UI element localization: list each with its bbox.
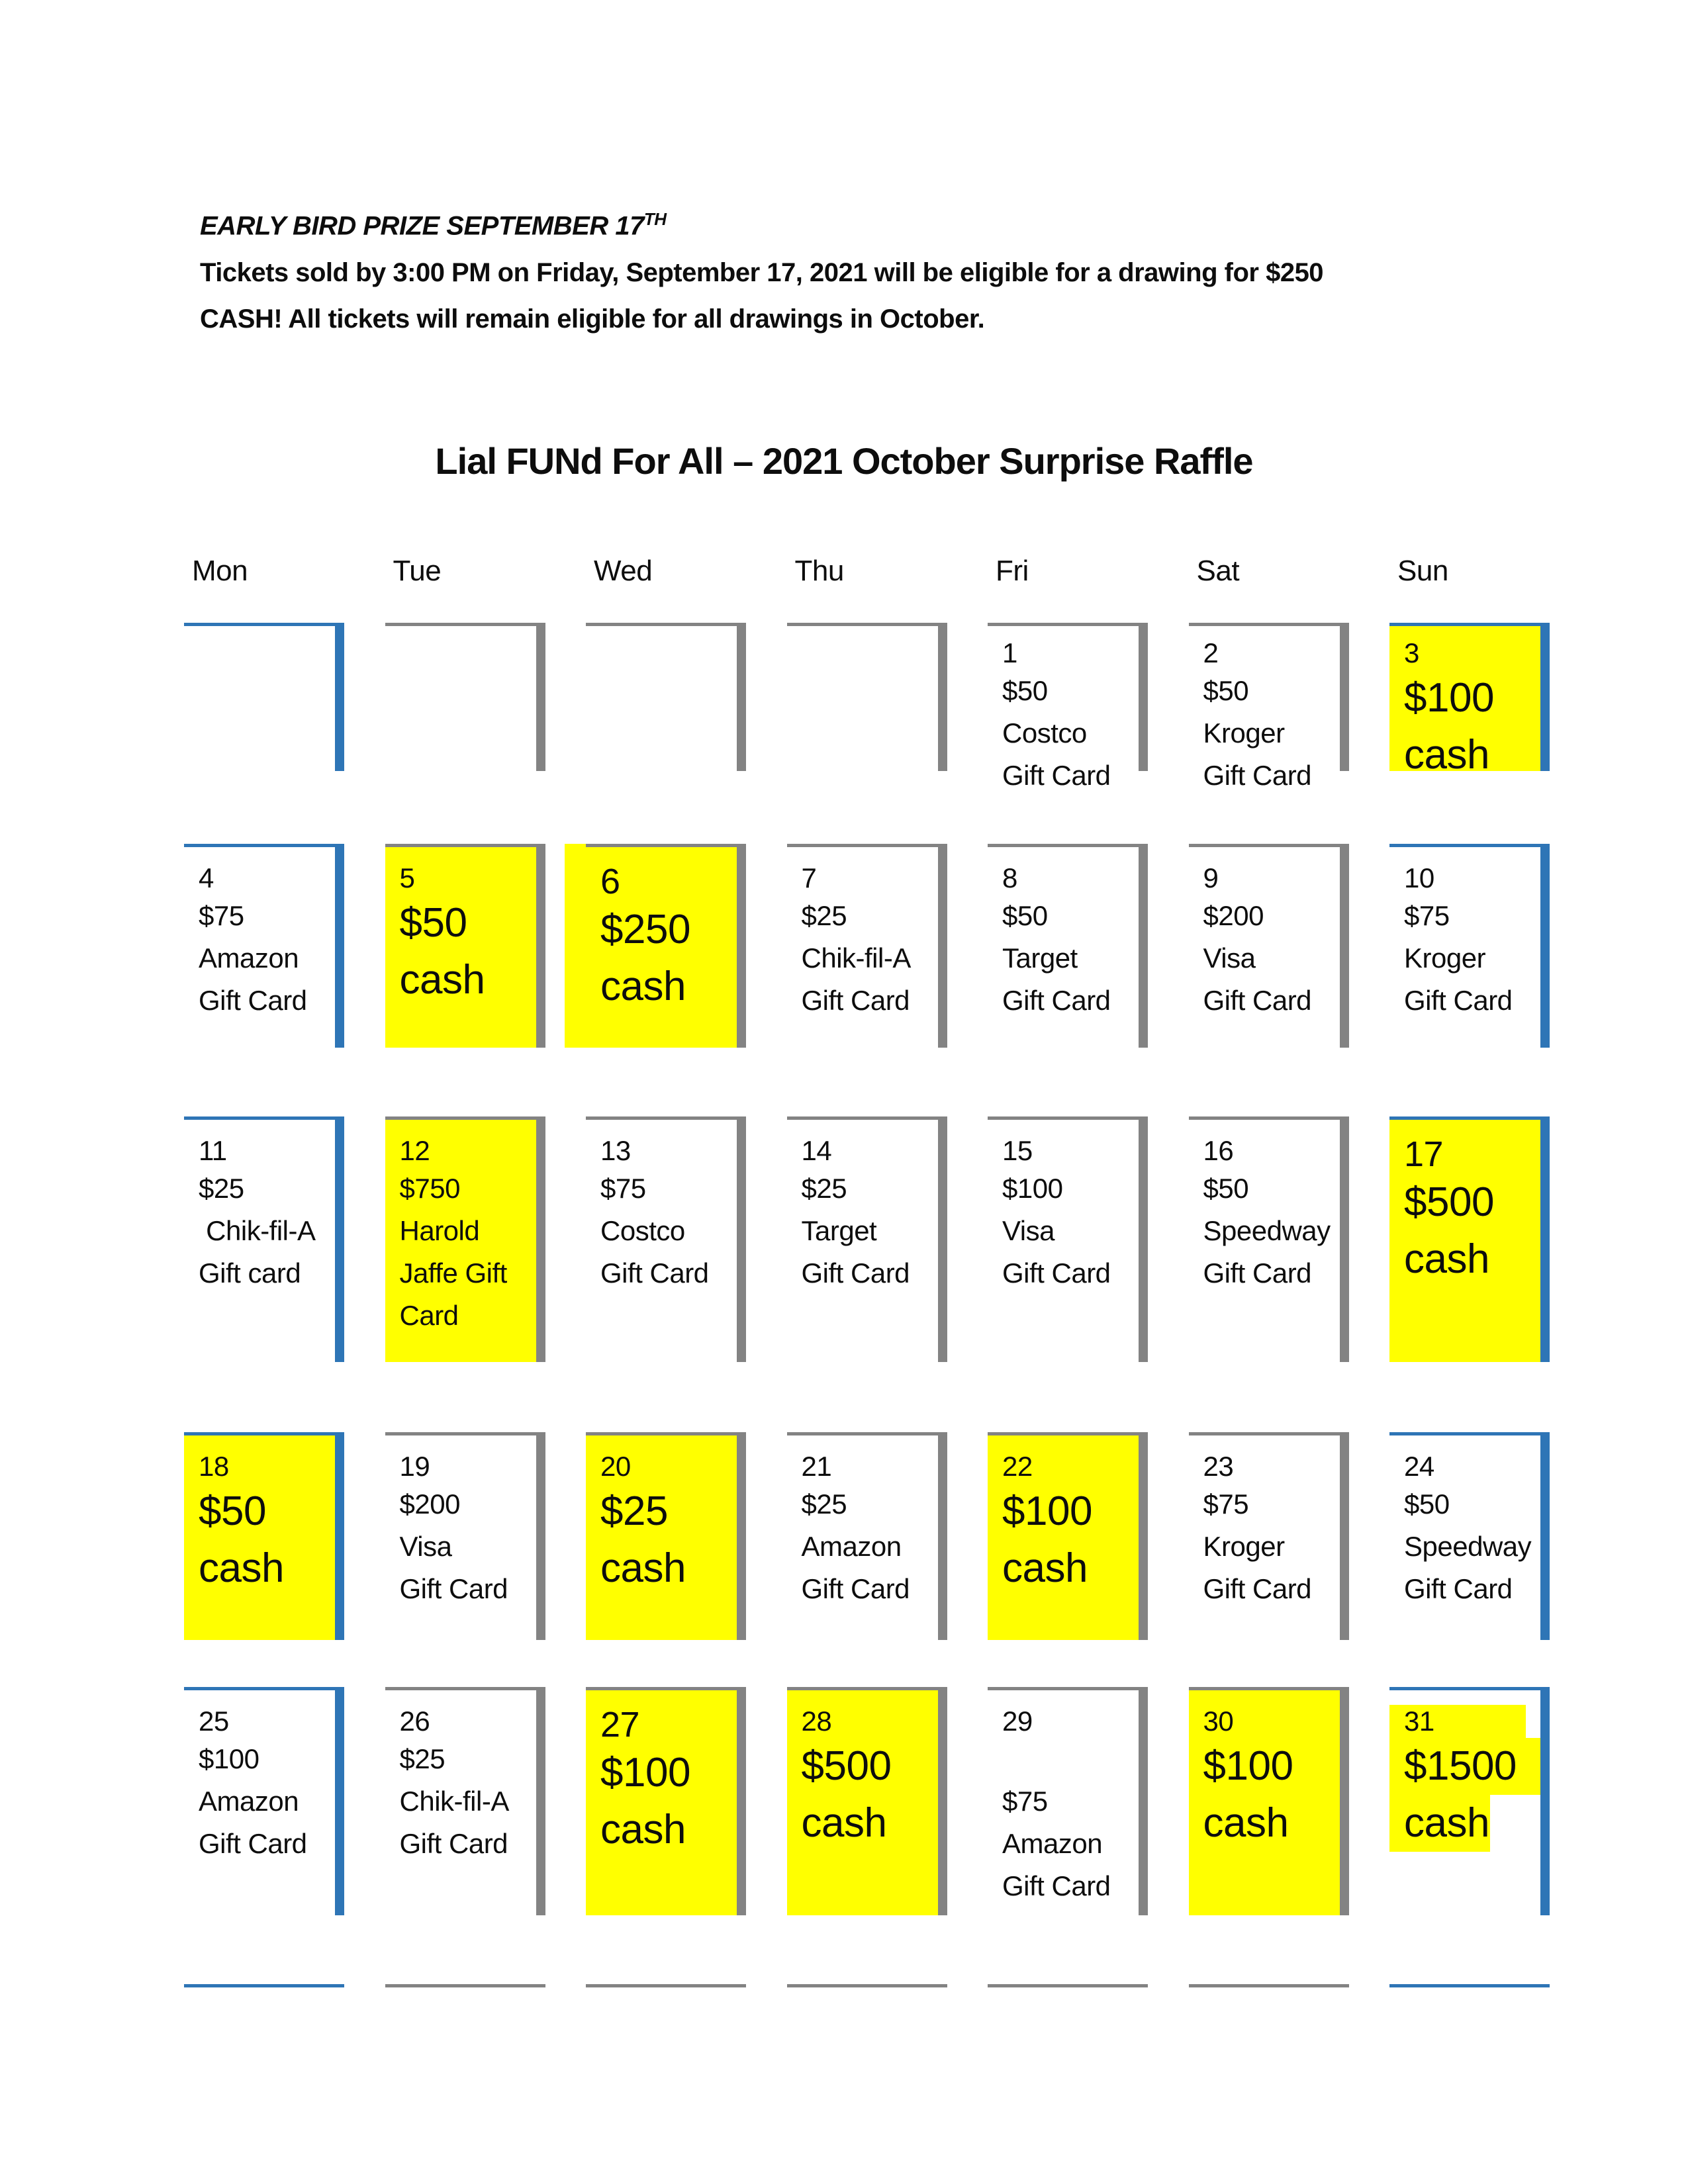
prize-line: Gift Card [1002,985,1111,1016]
calendar-cell-day-11 [184,1116,344,1362]
prize-line: Gift Card [1002,1257,1111,1289]
calendar-bottom-rule [988,1984,1148,1987]
day-header-thu: Thu [794,555,844,587]
calendar-cell-day-8 [988,844,1148,1048]
calendar-bottom-rule [586,1984,746,1987]
day-header-row [184,555,1550,588]
calendar-cell-day-3 [1389,623,1550,778]
prize-line: $100 [199,1743,259,1774]
day-number: 7 [801,862,817,893]
prize-line: cash [1404,1236,1489,1282]
prize-line: Speedway [1203,1215,1331,1246]
prize-line: Gift Card [801,1573,910,1604]
prize-line: Target [801,1215,877,1246]
week-row-5 [184,1687,1550,1915]
day-number [1389,1705,1550,1738]
cell-right-accent-bar [1139,1435,1148,1640]
day-number: 10 [1404,862,1434,893]
day-number: 16 [1203,1135,1234,1166]
prize-line: Target [1002,942,1078,974]
prize-line: Gift Card [1203,760,1312,791]
prize-line: Costco [600,1215,685,1246]
calendar-cell-day-26 [385,1687,545,1915]
early-bird-body-line2: CASH! All tickets will remain eligible for all drawings in October. [200,304,985,334]
prize-line: Visa [399,1531,452,1562]
prize-line: Amazon [199,1786,299,1817]
day-number: 30 [1203,1706,1234,1737]
prize-line: Kroger [1203,1531,1285,1562]
day-header-wed: Wed [594,555,653,587]
prize-line: $100 [1203,1743,1293,1789]
week-row-4 [184,1432,1550,1640]
prize-line: Costco [1002,717,1087,749]
prize-line: $50 [1203,1173,1249,1204]
day-number: 25 [199,1706,229,1737]
calendar-cell-empty [385,623,545,771]
calendar-cell-day-17 [1389,1116,1550,1362]
day-number: 29 [1002,1706,1033,1737]
calendar-cell-day-21 [787,1432,947,1640]
calendar-cell-day-6 [586,844,746,1048]
day-number: 9 [1203,862,1219,893]
prize-line: Speedway [1404,1531,1532,1562]
cell-right-accent-bar [536,1690,545,1915]
calendar-cell-day-23 [1189,1432,1349,1640]
calendar-cell-day-19 [385,1432,545,1640]
prize-line: $750 [399,1173,460,1204]
prize-line: Gift Card [801,1257,910,1289]
prize-line: Gift Card [1404,985,1513,1016]
prize-line: cash [199,1545,284,1591]
week-row-3 [184,1116,1550,1362]
prize-line: $50 [1203,675,1249,706]
cell-right-accent-bar [1340,847,1349,1048]
prize-line: Kroger [1404,942,1486,974]
prize-line: Amazon [199,942,299,974]
prize-line: Gift Card [199,1828,307,1859]
cell-right-accent-bar [536,1435,545,1640]
cell-right-accent-bar [335,1435,344,1640]
calendar-cell-day-24 [1389,1432,1550,1640]
cell-right-accent-bar [1139,1120,1148,1362]
cell-right-accent-bar [1340,1120,1349,1362]
prize-line: cash [1002,1545,1088,1591]
cell-right-accent-bar [1540,1435,1550,1640]
calendar-cell-day-10 [1389,844,1550,1048]
calendar-bottom-rule [1189,1984,1349,1987]
prize-line: Gift Card [399,1573,508,1604]
cell-right-accent-bar [938,1690,947,1915]
day-header-fri: Fri [996,555,1029,587]
calendar-cell-day-9 [1189,844,1349,1048]
day-number: 3 [1404,637,1419,668]
cell-right-accent-bar [1139,1690,1148,1915]
early-bird-heading [200,209,666,241]
prize-line: Chik-fil-A [399,1786,509,1817]
cell-right-accent-bar [1540,847,1550,1048]
calendar-cell-day-1 [988,623,1148,791]
day-number: 18 [199,1451,229,1482]
prize-line: $250 [600,907,690,952]
early-bird-heading-text: EARLY BIRD PRIZE SEPTEMBER 17 [200,211,644,241]
day-number: 6 [600,862,620,901]
prize-line: Gift Card [399,1828,508,1859]
cell-right-accent-bar [1139,626,1148,771]
calendar-cell-empty [184,623,344,771]
day-header-sat: Sat [1196,555,1240,587]
calendar-title: Lial FUNd For All – 2021 October Surprise Raffle [435,440,1253,482]
prize-line: Visa [1203,942,1256,974]
prize-line: $75 [1203,1488,1249,1520]
prize-line: $100 [1404,675,1494,721]
calendar-cell-day-30 [1189,1687,1349,1915]
prize-line: $200 [1203,900,1264,931]
day-number: 28 [801,1706,832,1737]
calendar-cell-day-25 [184,1687,344,1915]
day-header-mon: Mon [192,555,248,587]
prize-line: $500 [801,1743,892,1789]
highlighted-prize-text: $1500 [1389,1738,1543,1795]
cell-right-accent-bar [1139,847,1148,1048]
cell-right-accent-bar [1540,1690,1550,1915]
prize-line [1389,1738,1550,1795]
day-number: 22 [1002,1451,1033,1482]
prize-line: cash [801,1800,887,1846]
cell-right-accent-bar [536,626,545,771]
prize-line: $50 [1002,900,1048,931]
prize-line: cash [1404,732,1489,778]
cell-right-accent-bar [335,1120,344,1362]
prize-line [1002,1738,1148,1780]
day-number: 14 [801,1135,832,1166]
prize-line: Gift Card [1203,1573,1312,1604]
early-bird-heading-superscript: TH [643,209,667,229]
cell-right-accent-bar [938,1120,947,1362]
day-number: 19 [399,1451,430,1482]
prize-line: $50 [199,1488,266,1534]
calendar-bottom-rule [1389,1984,1550,1987]
prize-line: Gift card [199,1257,301,1289]
prize-line [1389,1795,1550,1852]
calendar-cell-day-27 [586,1687,746,1915]
prize-line: Gift Card [1002,1870,1111,1901]
calendar-cell-day-31 [1389,1687,1550,1915]
calendar-cell-day-18 [184,1432,344,1640]
prize-line: cash [600,1807,686,1852]
calendar-cell-empty [586,623,746,771]
prize-line: $50 [1002,675,1048,706]
prize-line: Gift Card [801,985,910,1016]
prize-line: cash [1203,1800,1289,1846]
calendar-cell-day-4 [184,844,344,1048]
prize-line: $25 [801,1173,847,1204]
prize-line: $75 [600,1173,646,1204]
prize-line: $25 [199,1173,244,1204]
prize-line: Gift Card [199,985,307,1016]
calendar-cell-day-5 [385,844,545,1048]
day-number: 5 [399,862,415,893]
prize-line: cash [600,1545,686,1591]
day-number: 2 [1203,637,1219,668]
day-number: 20 [600,1451,631,1482]
prize-line: $500 [1404,1179,1494,1225]
calendar-cell-day-20 [586,1432,746,1640]
prize-line: $100 [1002,1173,1063,1204]
prize-line: $25 [600,1488,668,1534]
prize-line: $25 [801,900,847,931]
day-header-tue: Tue [393,555,442,587]
day-number: 1 [1002,637,1017,668]
cell-right-accent-bar [737,1690,746,1915]
cell-right-accent-bar [737,1120,746,1362]
cell-right-accent-bar [335,1690,344,1915]
cell-right-accent-bar [1540,626,1550,771]
calendar-cell-day-15 [988,1116,1148,1362]
cell-right-accent-bar [1340,1435,1349,1640]
prize-line: Chik-fil-A [199,1215,316,1246]
calendar-bottom-rule [787,1984,947,1987]
calendar-cell-day-28 [787,1687,947,1915]
cell-right-accent-bar [1540,1120,1550,1362]
cell-right-accent-bar [1340,626,1349,771]
calendar-cell-day-13 [586,1116,746,1362]
day-number: 8 [1002,862,1017,893]
highlighted-prize-text: cash [1389,1795,1490,1852]
cell-right-accent-bar [938,1435,947,1640]
day-number: 21 [801,1451,832,1482]
prize-line: Jaffe Gift [399,1257,507,1289]
calendar-cell-day-2 [1189,623,1349,791]
cell-right-accent-bar [1340,1690,1349,1915]
week-row-6 [184,1984,1550,1987]
day-number: 15 [1002,1135,1033,1166]
day-header-sun: Sun [1397,555,1448,587]
prize-line: cash [600,964,686,1009]
calendar-cell-day-29 [988,1687,1148,1915]
cell-right-accent-bar [737,847,746,1048]
day-number: 4 [199,862,214,893]
prize-line: Gift Card [1203,1257,1312,1289]
prize-line: Amazon [1002,1828,1103,1859]
cell-right-accent-bar [737,1435,746,1640]
day-number: 12 [399,1135,430,1166]
prize-line: cash [399,957,485,1003]
prize-line: $100 [1002,1488,1092,1534]
prize-line: $75 [1404,900,1450,931]
prize-line: Kroger [1203,717,1285,749]
day-number: 17 [1404,1134,1444,1174]
cell-right-accent-bar [938,626,947,771]
highlighted-day-number: 31 [1389,1705,1526,1738]
prize-line: $200 [399,1488,460,1520]
prize-line: Chik-fil-A [801,942,911,974]
calendar-bottom-rule [385,1984,545,1987]
prize-line: Gift Card [1002,760,1111,791]
day-number: 11 [199,1135,227,1166]
day-number: 26 [399,1706,430,1737]
early-bird-body-line1: Tickets sold by 3:00 PM on Friday, September 17, 2021 will be eligible for a drawing for $250 [200,258,1324,287]
prize-line: $50 [399,900,467,946]
day-number: 23 [1203,1451,1234,1482]
cell-right-accent-bar [536,847,545,1048]
prize-line: Card [399,1300,459,1331]
day-number: 24 [1404,1451,1434,1482]
week-row-1 [184,623,1550,791]
calendar-bottom-rule [184,1984,344,1987]
prize-line: Visa [1002,1215,1055,1246]
prize-line: Gift Card [1203,985,1312,1016]
prize-line: Gift Card [600,1257,709,1289]
calendar-cell-day-12 [385,1116,545,1362]
cell-right-accent-bar [335,626,344,771]
prize-line: Gift Card [1404,1573,1513,1604]
calendar-cell-day-16 [1189,1116,1349,1362]
calendar-cell-empty [787,623,947,771]
prize-line: $100 [600,1750,690,1796]
prize-line: $75 [1002,1786,1048,1817]
calendar-cell-day-22 [988,1432,1148,1640]
prize-line: $25 [801,1488,847,1520]
prize-line: $50 [1404,1488,1450,1520]
prize-line: Harold [399,1215,480,1246]
cell-right-accent-bar [335,847,344,1048]
prize-line: Amazon [801,1531,902,1562]
day-number: 27 [600,1705,640,1745]
calendar-cell-day-7 [787,844,947,1048]
day-number: 13 [600,1135,631,1166]
prize-line: $75 [199,900,244,931]
cell-right-accent-bar [938,847,947,1048]
cell-right-accent-bar [737,626,746,771]
prize-line: $25 [399,1743,445,1774]
week-row-2 [184,844,1550,1048]
cell-right-accent-bar [536,1120,545,1362]
calendar-cell-day-14 [787,1116,947,1362]
